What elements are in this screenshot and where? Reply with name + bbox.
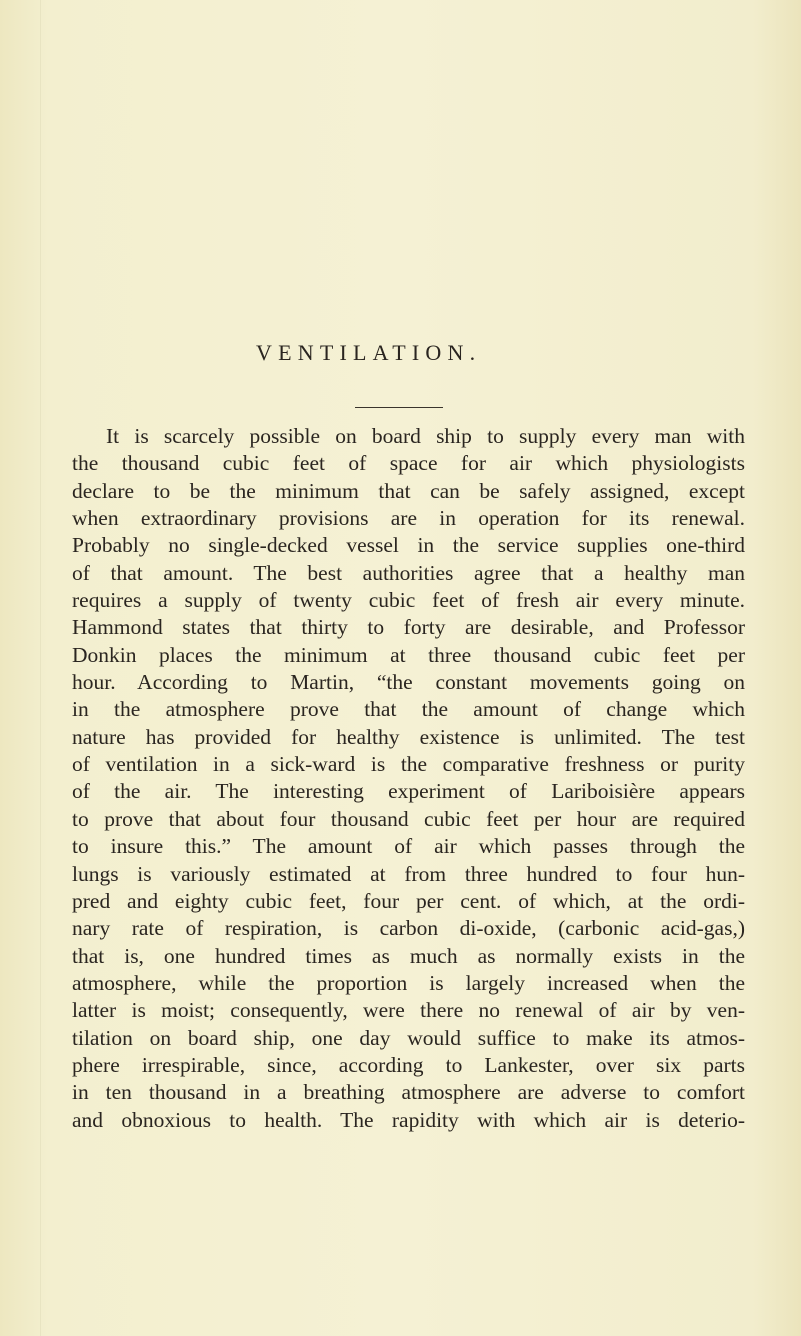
text-line: pred and eighty cubic feet, four per cent. of which, at the ordi- <box>72 888 745 913</box>
text-line: and obnoxious to health. The rapidity with which air is deterio- <box>72 1107 745 1132</box>
text-line: of the air. The interesting experiment of Lariboisière appears <box>72 779 745 804</box>
text-line: declare to be the minimum that can be safely assigned, except <box>72 478 745 503</box>
text-line: tilation on board ship, one day would suffice to make its atmos- <box>72 1025 745 1050</box>
text-line: that is, one hundred times as much as normally exists in the <box>72 943 745 968</box>
text-line: nary rate of respiration, is carbon di-oxide, (carbonic acid-gas,) <box>72 916 745 941</box>
text-line: Donkin places the minimum at three thousand cubic feet per <box>72 642 745 667</box>
text-line: to insure this.” The amount of air which passes through the <box>72 834 745 859</box>
text-line: Hammond states that thirty to forty are desirable, and Professor <box>72 615 745 640</box>
text-line: phere irrespirable, since, according to Lankester, over six parts <box>72 1052 745 1077</box>
chapter-title: VENTILATION. <box>256 340 482 365</box>
text-line: Probably no single-decked vessel in the service supplies one-third <box>72 533 745 558</box>
text-line: atmosphere, while the proportion is largely increased when the <box>72 970 745 995</box>
body-paragraph <box>72 423 745 1134</box>
text-line: in the atmosphere prove that the amount of change which <box>72 697 745 722</box>
page-gutter-shadow <box>40 0 41 1336</box>
text-line: when extraordinary provisions are in operation for its renewal. <box>72 506 745 531</box>
text-line: It is scarcely possible on board ship to supply every man with <box>106 424 745 448</box>
text-line: to prove that about four thousand cubic feet per hour are required <box>72 806 745 831</box>
text-line: of that amount. The best authorities agree that a healthy man <box>72 560 745 585</box>
text-line: in ten thousand in a breathing atmosphere are adverse to comfort <box>72 1080 745 1105</box>
text-line: latter is moist; consequently, were there no renewal of air by ven- <box>72 998 745 1023</box>
text-line: the thousand cubic feet of space for air which physiologists <box>72 451 745 476</box>
text-line: nature has provided for healthy existence is unlimited. The test <box>72 724 745 749</box>
text-line: hour. According to Martin, “the constant movements going on <box>72 670 745 695</box>
text-line: lungs is variously estimated at from three hundred to four hun- <box>72 861 745 886</box>
title-rule-divider <box>355 407 443 408</box>
text-line: of ventilation in a sick-ward is the comparative freshness or purity <box>72 752 745 777</box>
text-line: requires a supply of twenty cubic feet of fresh air every minute. <box>72 588 745 613</box>
